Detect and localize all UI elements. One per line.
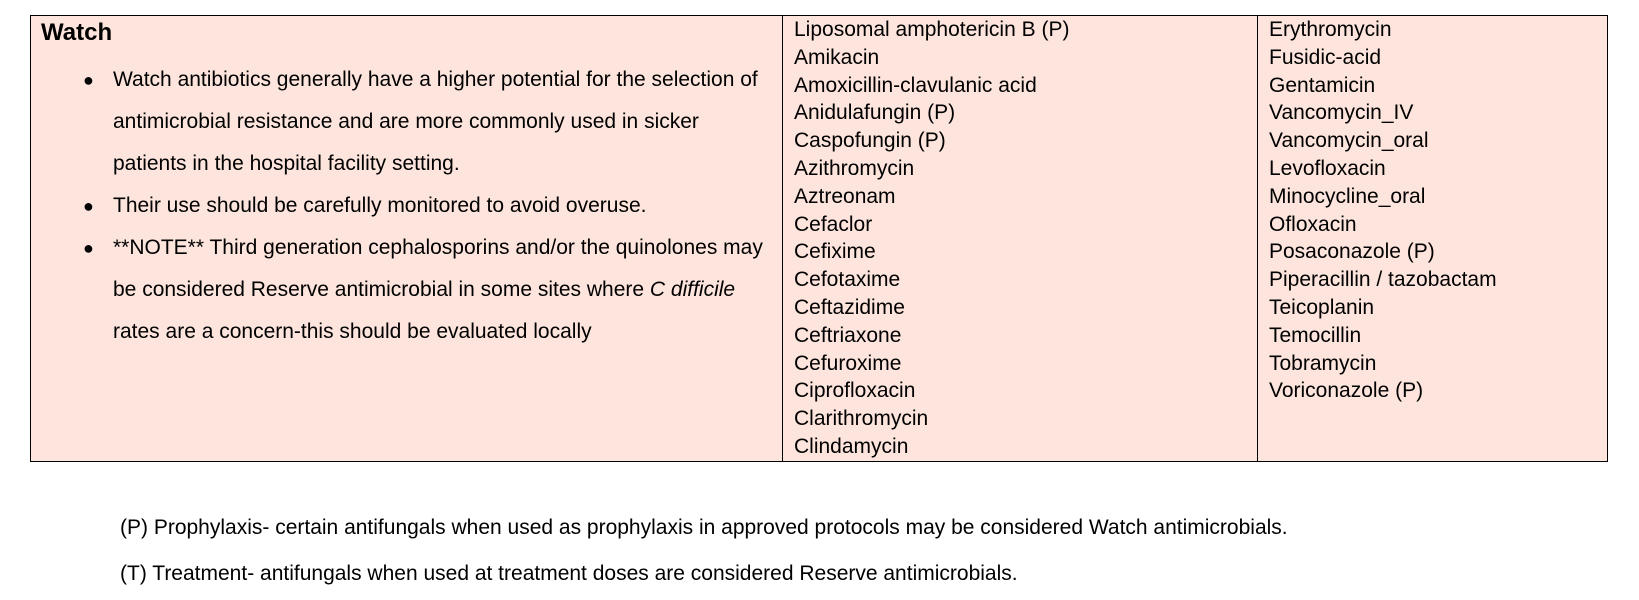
drug-item: Cefotaxime: [794, 268, 901, 292]
drug-column-2: [1258, 16, 1608, 462]
note-text-part1: **NOTE** Third generation cephalosporins and/or the quinolones may be considered Reserve antimicrobial in some sites where: [113, 236, 763, 301]
drug-item: Piperacillin / tazobactam: [1269, 268, 1497, 292]
drug-item: Cefaclor: [794, 212, 873, 236]
description-cell: [31, 16, 783, 462]
drug-item: Teicoplanin: [1269, 295, 1375, 319]
drug-item: Erythromycin: [1269, 18, 1392, 41]
drug-item: Anidulafungin (P): [794, 101, 956, 125]
drug-item: Tobramycin: [1269, 351, 1377, 375]
drug-column-1: [783, 16, 1258, 462]
drug-item: Ciprofloxacin: [794, 379, 916, 403]
bullet-item: [31, 185, 782, 227]
drug-item: Vancomycin_oral: [1269, 129, 1429, 153]
drug-item: Gentamicin: [1269, 73, 1376, 97]
bullet-item-note: [31, 227, 782, 353]
note-text: [113, 236, 763, 343]
bullet-text: Their use should be carefully monitored to avoid overuse.: [113, 194, 647, 217]
drug-item: Voriconazole (P): [1269, 379, 1424, 403]
bullet-icon: ●: [83, 238, 94, 258]
bullet-item: [31, 59, 782, 185]
drug-item: Amoxicillin-clavulanic acid: [794, 73, 1037, 97]
watch-antibiotics-table: [30, 15, 1608, 462]
bullet-icon: ●: [83, 70, 94, 90]
footnote-treatment: (T) Treatment- antifungals when used at treatment doses are considered Reserve antimicrobials.: [120, 562, 1018, 585]
drug-item: Aztreonam: [794, 184, 896, 208]
footnote-prophylaxis: (P) Prophylaxis- certain antifungals when used as prophylaxis in approved protocols may be considered Watch antimicrobials.: [120, 516, 1288, 539]
drug-item: Amikacin: [794, 45, 880, 69]
bullet-icon: ●: [83, 196, 94, 216]
drug-item: Liposomal amphotericin B (P): [794, 18, 1070, 41]
drug-item: Clarithromycin: [794, 407, 929, 431]
note-text-part2: rates are a concern-this should be evaluated locally: [113, 320, 592, 343]
drug-item: Cefuroxime: [794, 351, 902, 375]
drug-item: Cefixime: [794, 240, 876, 264]
drug-item: Fusidic-acid: [1269, 45, 1382, 69]
footnotes: [120, 505, 1288, 597]
drug-list-1: [783, 16, 1257, 461]
drug-item: Azithromycin: [794, 156, 915, 180]
drug-item: Posaconazole (P): [1269, 240, 1435, 264]
category-heading: Watch: [41, 19, 113, 46]
drug-item: Caspofungin (P): [794, 129, 946, 153]
drug-item: Ofloxacin: [1269, 212, 1357, 236]
bullet-text: Watch antibiotics generally have a higher potential for the selection of antimicrobial resistance and are more commonly used in sicker patients in the hospital facility setting.: [113, 68, 758, 175]
note-organism-name: C difficile: [649, 278, 736, 301]
drug-item: Clindamycin: [794, 434, 909, 458]
drug-item: Levofloxacin: [1269, 156, 1386, 180]
drug-item: Temocillin: [1269, 323, 1362, 347]
table-row: [31, 16, 1608, 462]
drug-item: Vancomycin_IV: [1269, 101, 1414, 125]
drug-list-2: [1258, 16, 1607, 405]
drug-item: Ceftriaxone: [794, 323, 902, 347]
bullet-list: [31, 59, 782, 353]
drug-item: Ceftazidime: [794, 295, 905, 319]
drug-item: Minocycline_oral: [1269, 184, 1426, 208]
